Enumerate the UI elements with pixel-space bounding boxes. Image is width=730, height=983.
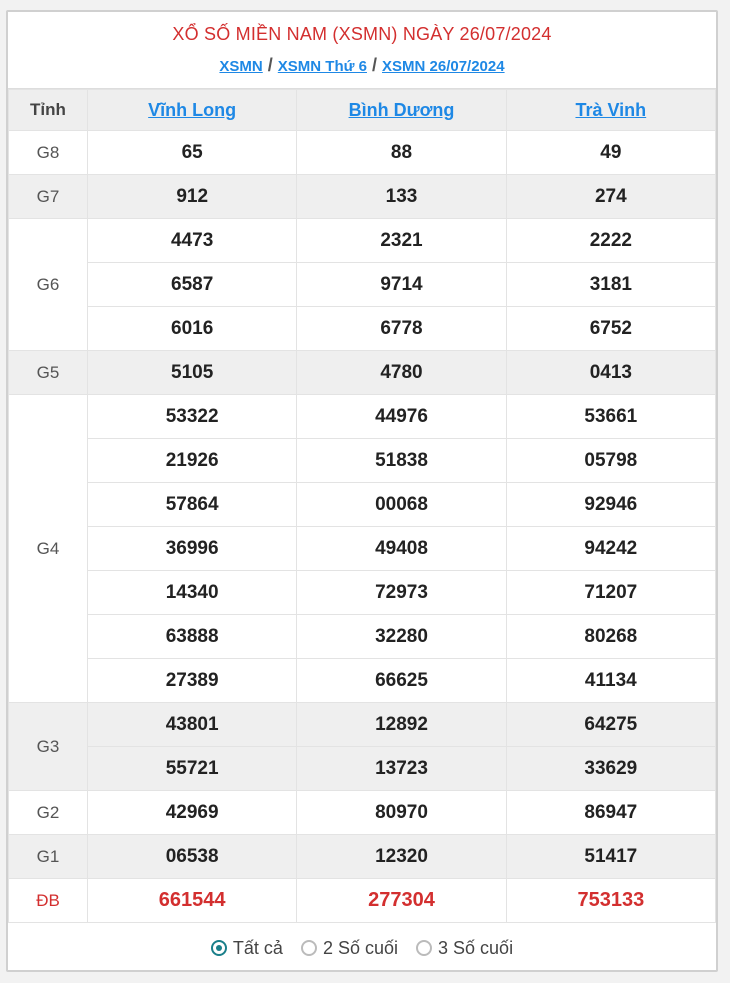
results-body <box>9 131 716 923</box>
province-link-binh-duong[interactable]: Bình Dương <box>348 99 455 120</box>
prize-number: 72973 <box>297 571 506 615</box>
results-table <box>8 89 716 923</box>
province-header-cell <box>297 90 506 131</box>
prize-number: 36996 <box>88 527 297 571</box>
page-title: XỔ SỐ MIỀN NAM (XSMN) NGÀY 26/07/2024 <box>172 24 552 44</box>
prize-label: ĐB <box>9 879 88 923</box>
special-prize-number: 753133 <box>506 879 715 923</box>
prize-row <box>9 791 716 835</box>
prize-row <box>9 527 716 571</box>
prize-number: 55721 <box>88 747 297 791</box>
prize-number: 6752 <box>506 307 715 351</box>
prize-row <box>9 835 716 879</box>
province-link-vinh-long[interactable]: Vĩnh Long <box>148 99 237 120</box>
prize-row <box>9 703 716 747</box>
prize-number: 3181 <box>506 263 715 307</box>
prize-number: 65 <box>88 131 297 175</box>
radio-icon[interactable] <box>301 940 317 956</box>
prize-number: 53322 <box>88 395 297 439</box>
prize-number: 51417 <box>506 835 715 879</box>
prize-number: 5105 <box>88 351 297 395</box>
results-header <box>8 12 716 89</box>
filter-option-last-3[interactable] <box>416 938 513 959</box>
prize-number: 32280 <box>297 615 506 659</box>
prize-number: 41134 <box>506 659 715 703</box>
prize-number: 0413 <box>506 351 715 395</box>
prize-number: 06538 <box>88 835 297 879</box>
prize-number: 33629 <box>506 747 715 791</box>
prize-number: 80970 <box>297 791 506 835</box>
prize-row <box>9 351 716 395</box>
breadcrumb-xsmn[interactable]: XSMN <box>219 58 263 75</box>
prize-number: 92946 <box>506 483 715 527</box>
prize-number: 63888 <box>88 615 297 659</box>
prize-row <box>9 307 716 351</box>
special-prize-number: 277304 <box>297 879 506 923</box>
breadcrumb-separator: / <box>371 55 377 75</box>
prize-number: 6016 <box>88 307 297 351</box>
prize-number: 44976 <box>297 395 506 439</box>
prize-row <box>9 879 716 923</box>
prize-label: G6 <box>9 219 88 351</box>
digit-filter <box>8 923 716 973</box>
breadcrumb <box>8 55 716 76</box>
province-header-cell <box>88 90 297 131</box>
prize-label: G5 <box>9 351 88 395</box>
prize-label: G2 <box>9 791 88 835</box>
prize-number: 49 <box>506 131 715 175</box>
province-column-header: Tỉnh <box>9 90 88 131</box>
prize-number: 13723 <box>297 747 506 791</box>
prize-row <box>9 263 716 307</box>
prize-row <box>9 747 716 791</box>
prize-number: 6587 <box>88 263 297 307</box>
prize-number: 21926 <box>88 439 297 483</box>
prize-number: 88 <box>297 131 506 175</box>
prize-row <box>9 659 716 703</box>
prize-label: G3 <box>9 703 88 791</box>
breadcrumb-separator: / <box>267 55 273 75</box>
prize-number: 66625 <box>297 659 506 703</box>
province-link-tra-vinh[interactable]: Trà Vinh <box>575 99 647 120</box>
filter-option-label: Tất cả <box>232 937 283 958</box>
results-card <box>6 10 718 972</box>
prize-row <box>9 131 716 175</box>
prize-number: 43801 <box>88 703 297 747</box>
prize-label: G1 <box>9 835 88 879</box>
prize-number: 86947 <box>506 791 715 835</box>
prize-number: 71207 <box>506 571 715 615</box>
filter-option-last-2[interactable] <box>301 938 398 959</box>
prize-number: 05798 <box>506 439 715 483</box>
radio-selected-icon[interactable] <box>211 940 227 956</box>
breadcrumb-xsmn-date[interactable]: XSMN 26/07/2024 <box>382 58 505 75</box>
prize-number: 51838 <box>297 439 506 483</box>
prize-label: G7 <box>9 175 88 219</box>
prize-number: 2222 <box>506 219 715 263</box>
prize-number: 274 <box>506 175 715 219</box>
prize-number: 64275 <box>506 703 715 747</box>
prize-number: 49408 <box>297 527 506 571</box>
prize-number: 57864 <box>88 483 297 527</box>
prize-number: 14340 <box>88 571 297 615</box>
prize-number: 12320 <box>297 835 506 879</box>
prize-number: 133 <box>297 175 506 219</box>
prize-number: 2321 <box>297 219 506 263</box>
prize-row <box>9 395 716 439</box>
province-header-cell <box>506 90 715 131</box>
prize-number: 912 <box>88 175 297 219</box>
prize-row <box>9 439 716 483</box>
prize-number: 4780 <box>297 351 506 395</box>
prize-row <box>9 483 716 527</box>
prize-number: 42969 <box>88 791 297 835</box>
prize-row <box>9 175 716 219</box>
prize-label: G8 <box>9 131 88 175</box>
prize-number: 9714 <box>297 263 506 307</box>
prize-number: 12892 <box>297 703 506 747</box>
prize-row <box>9 615 716 659</box>
prize-number: 4473 <box>88 219 297 263</box>
prize-row <box>9 571 716 615</box>
filter-option-label: 3 Số cuối <box>438 937 514 958</box>
prize-row <box>9 219 716 263</box>
prize-number: 27389 <box>88 659 297 703</box>
prize-number: 80268 <box>506 615 715 659</box>
prize-number: 6778 <box>297 307 506 351</box>
radio-icon[interactable] <box>416 940 432 956</box>
prize-number: 00068 <box>297 483 506 527</box>
breadcrumb-xsmn-thu6[interactable]: XSMN Thứ 6 <box>277 58 367 75</box>
prize-label: G4 <box>9 395 88 703</box>
prize-number: 53661 <box>506 395 715 439</box>
special-prize-number: 661544 <box>88 879 297 923</box>
prize-number: 94242 <box>506 527 715 571</box>
filter-option-label: 2 Số cuối <box>322 937 399 958</box>
filter-option-all[interactable] <box>211 938 283 959</box>
